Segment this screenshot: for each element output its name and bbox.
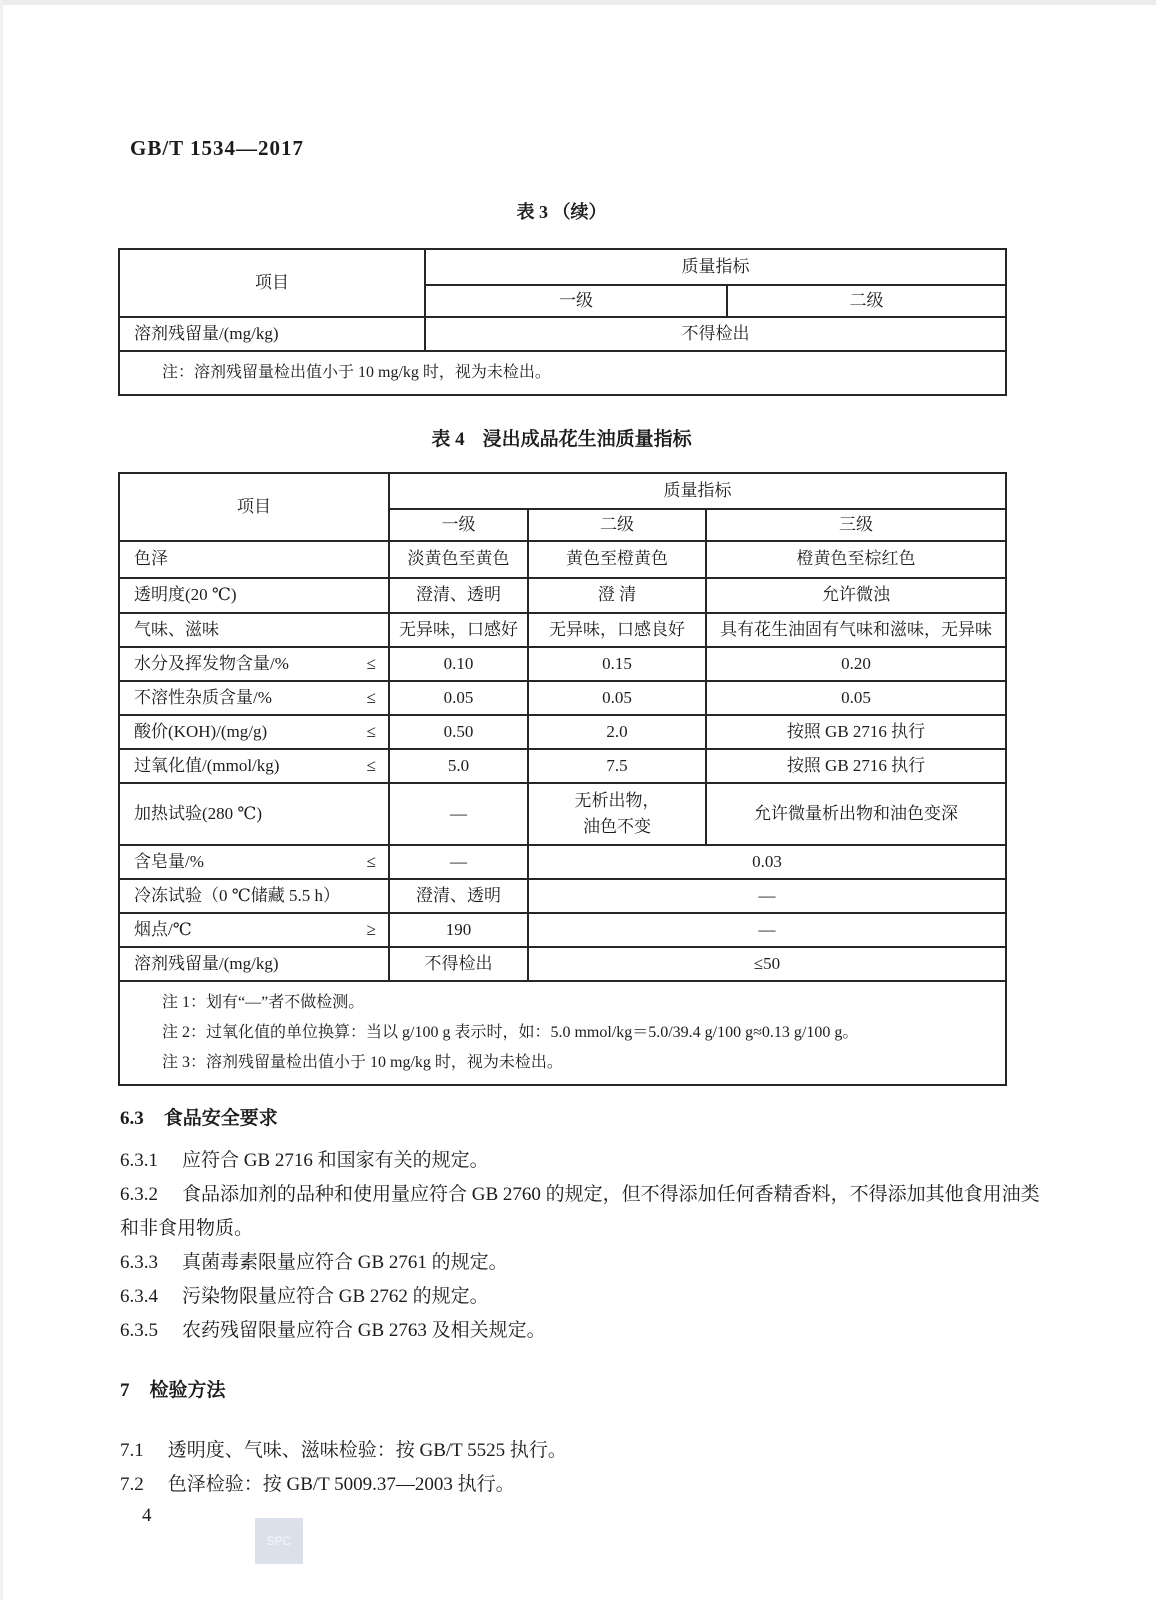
table-row (119, 783, 1006, 845)
row-label: 不溶性杂质含量/% (134, 687, 272, 707)
row-operator: ≤ (366, 721, 376, 741)
cell-grade1: — (389, 783, 528, 845)
section-number: 7 (120, 1380, 130, 1401)
cell-grade2: 7.5 (528, 749, 706, 783)
header-grade2: 二级 (727, 285, 1006, 317)
table4-notes (119, 981, 1006, 1085)
section-heading-6-3 (120, 1102, 1045, 1136)
note-line: 注 3：溶剂残留量检出值小于 10 mg/kg 时，视为未检出。 (162, 1054, 563, 1071)
table-row (119, 317, 1006, 351)
section-heading-7 (120, 1374, 1045, 1408)
table-row (119, 249, 1006, 285)
table-row (119, 541, 1006, 578)
page-number: 4 (142, 1505, 152, 1526)
row-label-cell (119, 879, 389, 913)
row-label: 透明度(20 ℃) (134, 585, 237, 605)
table-row (119, 749, 1006, 783)
clause-7-1 (120, 1434, 1045, 1468)
row-label-cell (119, 613, 389, 647)
clause-text: 农药残留限量应符合 GB 2763 及相关规定。 (182, 1320, 546, 1341)
clause-text-block (120, 1100, 1045, 1502)
spc-watermark: SPC (255, 1518, 303, 1564)
table4-title-number: 表 4 (431, 429, 465, 450)
cell-grade1: 190 (389, 913, 528, 947)
clause-number: 7.2 (120, 1474, 144, 1495)
table3 (118, 248, 1007, 396)
clause-number: 6.3.2 (120, 1184, 158, 1205)
cell-grade3: 橙黄色至棕红色 (706, 541, 1006, 578)
header-grade1: 一级 (425, 285, 727, 317)
cell-grade3: 0.20 (706, 647, 1006, 681)
table3-note (119, 351, 1006, 395)
cell-line1: 无析出物， (574, 791, 660, 810)
clause-7-2 (120, 1468, 1045, 1502)
section-title: 食品安全要求 (163, 1108, 278, 1129)
row-label: 冷冻试验（0 ℃储藏 5.5 h） (134, 885, 341, 905)
cell-grade2: 0.05 (528, 681, 706, 715)
row-label: 烟点/℃ (134, 919, 192, 939)
cell-grade2: 澄 清 (528, 578, 706, 613)
header-quality: 质量指标 (389, 473, 1006, 509)
cell-grade3: 允许微量析出物和油色变深 (706, 783, 1006, 845)
header-grade3: 三级 (706, 509, 1006, 541)
cell-grade1: 0.05 (389, 681, 528, 715)
cell-grade1: 不得检出 (389, 947, 528, 981)
clause-6-3-4 (120, 1280, 1045, 1314)
row-operator: ≥ (366, 919, 376, 939)
row-label-cell (119, 715, 389, 749)
row-operator: ≤ (366, 851, 376, 871)
clause-number: 7.1 (120, 1440, 144, 1461)
cell-grade3: 按照 GB 2716 执行 (706, 749, 1006, 783)
cell-grade1: 0.10 (389, 647, 528, 681)
table3-title: 表 3 （续） (516, 202, 607, 222)
clause-6-3-1 (120, 1144, 1045, 1178)
row-operator: ≤ (366, 653, 376, 673)
cell-grade1: 澄清、透明 (389, 879, 528, 913)
cell-grade2-3: 0.03 (528, 845, 1006, 879)
clause-number: 6.3.3 (120, 1252, 158, 1273)
table-row (119, 351, 1006, 395)
row-label: 酸价(KOH)/(mg/g) (134, 721, 268, 741)
clause-text: 食品添加剂的品种和使用量应符合 GB 2760 的规定，但不得添加任何香精香料，不得添加其他食用油类和非食用物质。 (120, 1184, 1040, 1239)
row-label: 色泽 (134, 549, 168, 569)
cell-grade3: 具有花生油固有气味和滋味，无异味 (706, 613, 1006, 647)
header-grade2: 二级 (528, 509, 706, 541)
row-label-cell (119, 578, 389, 613)
table-row (119, 681, 1006, 715)
note-line: 注：溶剂残留量检出值小于 10 mg/kg 时，视为未检出。 (162, 364, 551, 381)
table-row (119, 715, 1006, 749)
row-label: 加热试验(280 ℃) (134, 803, 263, 823)
row-label-cell (119, 541, 389, 578)
clause-text: 应符合 GB 2716 和国家有关的规定。 (182, 1150, 489, 1171)
row-label: 溶剂残留量/(mg/kg) (119, 317, 425, 351)
table4-title-text: 浸出成品花生油质量指标 (482, 429, 692, 450)
table-row (119, 613, 1006, 647)
header-item: 项目 (119, 249, 425, 317)
table-row (119, 578, 1006, 613)
row-label: 溶剂残留量/(mg/kg) (134, 953, 279, 973)
table-row (119, 981, 1006, 1085)
cell-grade1: 淡黄色至黄色 (389, 541, 528, 578)
document-code: GB/T 1534—2017 (130, 136, 305, 160)
cell-grade1: 澄清、透明 (389, 578, 528, 613)
row-label-cell (119, 681, 389, 715)
row-label: 水分及挥发物含量/% (134, 653, 289, 673)
cell-grade2-3: — (528, 879, 1006, 913)
cell-grade2: 无异味，口感良好 (528, 613, 706, 647)
row-label-cell (119, 749, 389, 783)
clause-number: 6.3.4 (120, 1286, 158, 1307)
cell-line2: 油色不变 (583, 817, 651, 836)
clause-text: 污染物限量应符合 GB 2762 的规定。 (182, 1286, 489, 1307)
cell-grade2: 2.0 (528, 715, 706, 749)
cell-grade1: — (389, 845, 528, 879)
cell-grade2-3: ≤50 (528, 947, 1006, 981)
row-label: 过氧化值/(mmol/kg) (134, 755, 280, 775)
table4 (118, 472, 1007, 1086)
cell-grade1: 0.50 (389, 715, 528, 749)
section-title: 检验方法 (149, 1380, 226, 1401)
cell-grade3: 按照 GB 2716 执行 (706, 715, 1006, 749)
table-row (119, 473, 1006, 509)
cell-value: 不得检出 (425, 317, 1006, 351)
row-operator: ≤ (366, 687, 376, 707)
section-number: 6.3 (120, 1108, 144, 1129)
page-edge-left (0, 0, 3, 1600)
clause-6-3-2 (120, 1178, 1045, 1246)
page-edge-top (0, 0, 1156, 5)
clause-number: 6.3.5 (120, 1320, 158, 1341)
row-label-cell (119, 783, 389, 845)
note-line: 注 2：过氧化值的单位换算：当以 g/100 g 表示时，如：5.0 mmol/kg＝5.0/39.4 g/100 g≈0.13 g/100 g。 (162, 1024, 859, 1041)
cell-grade2-3: — (528, 913, 1006, 947)
cell-grade3: 0.05 (706, 681, 1006, 715)
row-label-cell (119, 845, 389, 879)
header-grade1: 一级 (389, 509, 528, 541)
cell-grade1: 5.0 (389, 749, 528, 783)
row-label: 含皂量/% (134, 851, 204, 871)
header-item: 项目 (119, 473, 389, 541)
clause-text: 色泽检验：按 GB/T 5009.37—2003 执行。 (167, 1474, 515, 1495)
cell-grade3: 允许微浊 (706, 578, 1006, 613)
row-label-cell (119, 913, 389, 947)
clause-6-3-3 (120, 1246, 1045, 1280)
note-line: 注 1：划有“—”者不做检测。 (162, 994, 365, 1011)
table-row (119, 845, 1006, 879)
cell-grade1: 无异味，口感好 (389, 613, 528, 647)
table-row (119, 947, 1006, 981)
clause-number: 6.3.1 (120, 1150, 158, 1171)
row-label: 气味、滋味 (134, 619, 219, 639)
cell-grade2 (528, 783, 706, 845)
table4-title (118, 424, 1005, 451)
row-label-cell (119, 647, 389, 681)
clause-text: 真菌毒素限量应符合 GB 2761 的规定。 (182, 1252, 508, 1273)
table-row (119, 879, 1006, 913)
header-quality: 质量指标 (425, 249, 1006, 285)
clause-text: 透明度、气味、滋味检验：按 GB/T 5525 执行。 (167, 1440, 567, 1461)
cell-grade2: 黄色至橙黄色 (528, 541, 706, 578)
table-row (119, 647, 1006, 681)
row-label-cell (119, 947, 389, 981)
table-row (119, 913, 1006, 947)
cell-grade2: 0.15 (528, 647, 706, 681)
clause-6-3-5 (120, 1314, 1045, 1348)
row-operator: ≤ (366, 755, 376, 775)
